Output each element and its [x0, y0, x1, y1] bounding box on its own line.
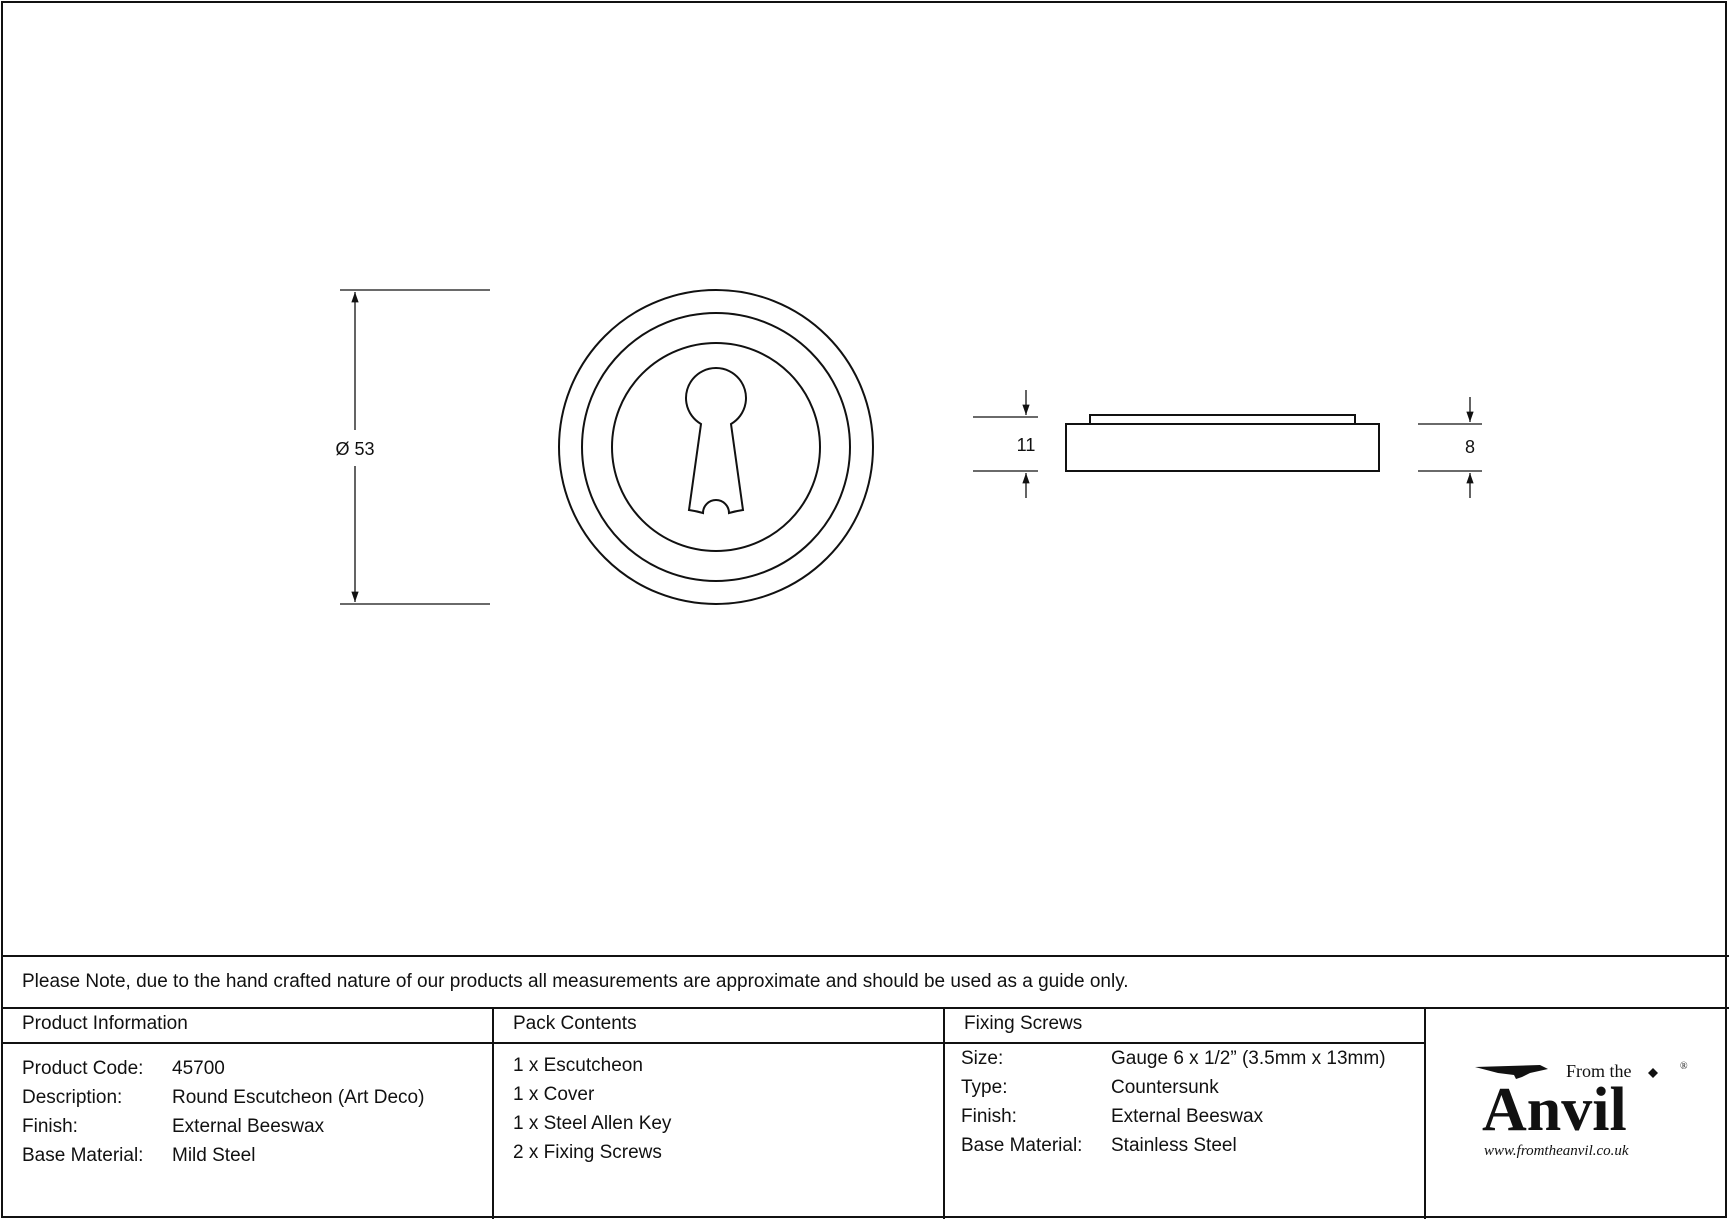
screw-size-value: Gauge 6 x 1/2” (3.5mm x 13mm) — [1111, 1048, 1386, 1069]
screw-material-value: Stainless Steel — [1111, 1135, 1237, 1156]
note-divider — [1, 1007, 1425, 1009]
product-info-title: Product Information — [22, 1013, 188, 1034]
description-label: Description: — [22, 1087, 123, 1108]
fixing-screws-row — [961, 1044, 1386, 1073]
base-material-value: Mild Steel — [172, 1145, 256, 1166]
note-divider-right — [1425, 1007, 1729, 1009]
logo-from-the: From the — [1566, 1061, 1632, 1081]
title-block-top-rule — [1, 955, 1729, 957]
finish-value: External Beeswax — [172, 1116, 325, 1137]
finish-label: Finish: — [22, 1116, 78, 1137]
measurement-note: Please Note, due to the hand crafted nature of our products all measurements are approximate and should be used as a guide only. — [22, 971, 1129, 992]
description-value: Round Escutcheon (Art Deco) — [172, 1087, 425, 1108]
overall-height-dimension — [973, 390, 1038, 498]
logo-url: www.fromtheanvil.co.uk — [1484, 1143, 1629, 1159]
screw-finish-label: Finish: — [961, 1106, 1017, 1127]
fixing-screws-title: Fixing Screws — [964, 1013, 1083, 1034]
column-divider-1 — [492, 1007, 494, 1219]
from-the-anvil-logo — [1470, 1055, 1690, 1165]
product-code-value: 45700 — [172, 1058, 225, 1079]
pack-item: 1 x Cover — [513, 1084, 595, 1105]
product-info-row — [22, 1054, 424, 1083]
escutcheon-side-view — [1066, 415, 1379, 471]
column-divider-3 — [1424, 1007, 1426, 1219]
plate-height-dimension — [1418, 397, 1482, 498]
overall-height-label: 11 — [1016, 435, 1036, 455]
screw-material-label: Base Material: — [961, 1135, 1083, 1156]
product-code-label: Product Code: — [22, 1058, 144, 1079]
escutcheon-front-view — [559, 290, 873, 604]
pack-contents-list — [513, 1051, 671, 1167]
product-info-row — [22, 1112, 424, 1141]
fixing-screws-table — [961, 1044, 1386, 1160]
fixing-screws-row — [961, 1102, 1386, 1131]
fixing-screws-row — [961, 1131, 1386, 1160]
diameter-label: Ø 53 — [335, 439, 375, 459]
fixing-screws-row — [961, 1073, 1386, 1102]
screw-size-label: Size: — [961, 1048, 1004, 1069]
pack-item: 2 x Fixing Screws — [513, 1142, 662, 1163]
screw-finish-value: External Beeswax — [1111, 1106, 1264, 1127]
screw-type-label: Type: — [961, 1077, 1008, 1098]
pack-item: 1 x Steel Allen Key — [513, 1113, 672, 1134]
keyhole-outline — [686, 368, 746, 513]
plate-height-label: 8 — [1464, 437, 1476, 457]
base-material-label: Base Material: — [22, 1145, 144, 1166]
diamond-icon — [1648, 1068, 1658, 1078]
pack-contents-title: Pack Contents — [513, 1013, 637, 1034]
logo-brand: Anvil — [1482, 1076, 1627, 1144]
product-info-row — [22, 1141, 424, 1170]
screw-type-value: Countersunk — [1111, 1077, 1219, 1098]
product-info-table — [22, 1054, 424, 1170]
diameter-dimension — [335, 290, 490, 604]
pack-item: 1 x Escutcheon — [513, 1055, 643, 1076]
product-info-row — [22, 1083, 424, 1112]
column-divider-2 — [943, 1007, 945, 1219]
logo-registered: ® — [1680, 1061, 1688, 1072]
